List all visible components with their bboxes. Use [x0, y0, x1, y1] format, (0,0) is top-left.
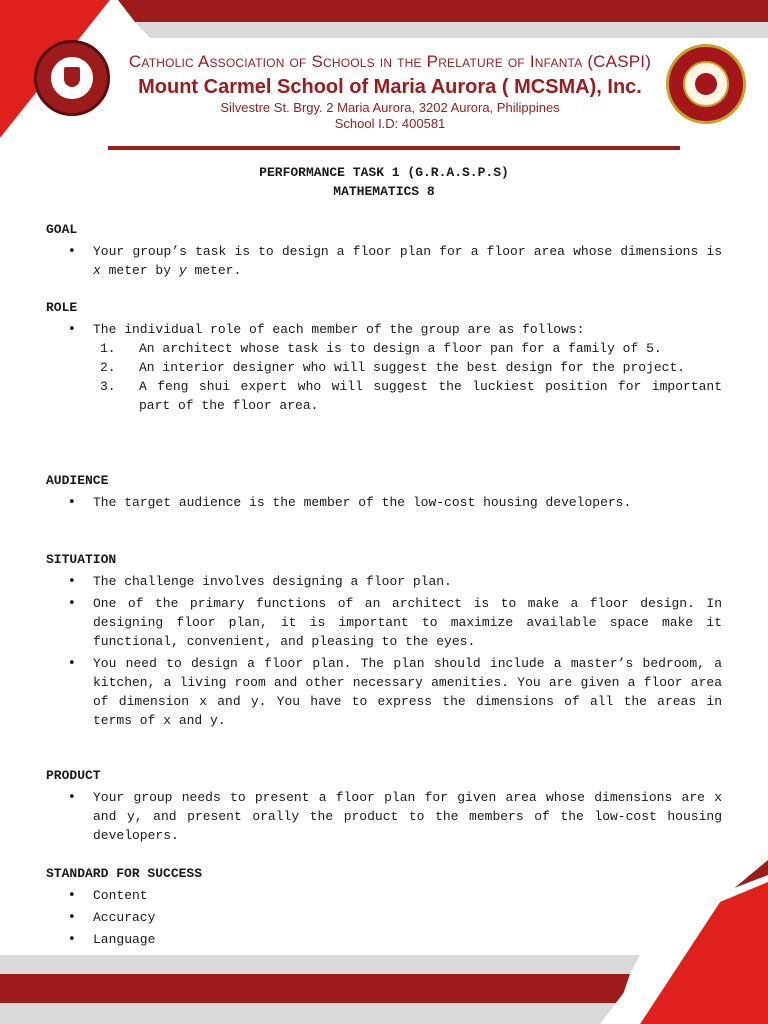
caspi-seal-logo	[34, 40, 110, 116]
school-address: Silvestre St. Brgy. 2 Maria Aurora, 3202 Aurora, Philippines	[220, 100, 560, 115]
standard-bullet: • Language	[46, 930, 722, 949]
role-item: 2. An interior designer who will suggest the best design for the project.	[100, 360, 686, 375]
association-name: Catholic Association of Schools in the Prelature of Infanta (CASPI)	[128, 52, 652, 71]
role-item: 3. A feng shui expert who will suggest the luckiest position for important part of the floor area.	[100, 379, 722, 413]
product-bullet: • Your group needs to present a floor plan for given area whose dimensions are x and y, and present orally the product to the members of the low-cost housing developers.	[46, 788, 722, 845]
role-bullet: • The individual role of each member of the group are as follows: 1. An architect whose task is to design a floor pan for a family of 5. 2. An interior designer who will suggest the best design for the project. 3. A feng shui expert who will suggest the luckiest position for important part of the floor area.	[46, 320, 722, 415]
mcsma-seal-logo	[666, 44, 746, 124]
section-heading: AUDIENCE	[46, 473, 109, 488]
goal-bullet: • Your group’s task is to design a floor plan for a floor area whose dimensions is x meter by y meter.	[46, 242, 722, 280]
role-item: 1. An architect whose task is to design a floor pan for a family of 5.	[100, 341, 662, 356]
section-heading: STANDARD FOR SUCCESS	[46, 866, 203, 881]
situation-bullet: • One of the primary functions of an architect is to make a floor design. In designing floor plan, it is important to maximize available space make it functional, convenient, and pleasing to the eyes.	[46, 594, 722, 651]
situation-section	[46, 550, 722, 733]
letterhead	[0, 0, 768, 160]
goal-section	[46, 220, 722, 283]
section-heading: SITUATION	[46, 552, 117, 567]
section-heading: PRODUCT	[46, 768, 101, 783]
role-section	[46, 298, 722, 418]
standard-bullet: • Content	[46, 886, 722, 905]
document-subject: MATHEMATICS 8	[333, 184, 435, 199]
situation-bullet: • You need to design a floor plan. The plan should include a master’s bedroom, a kitchen, a living room and other necessary amenities. You are given a floor area of dimension x and y. You have to express the dimensions of all the areas in terms of x and y.	[46, 654, 722, 730]
school-id: School I.D: 400581	[334, 116, 446, 131]
product-section	[46, 766, 722, 848]
document-title: PERFORMANCE TASK 1 (G.R.A.S.P.S)	[259, 165, 509, 180]
audience-section	[46, 471, 722, 515]
role-list	[93, 339, 722, 415]
header-divider	[108, 146, 680, 150]
section-heading: GOAL	[46, 222, 78, 237]
school-name: Mount Carmel School of Maria Aurora ( MCSMA), Inc.	[138, 76, 642, 98]
standard-bullet: • Accuracy	[46, 908, 722, 927]
section-heading: ROLE	[46, 300, 78, 315]
footer-decoration	[0, 860, 768, 1024]
situation-bullet: • The challenge involves designing a floor plan.	[46, 572, 722, 591]
audience-bullet: • The target audience is the member of the low-cost housing developers.	[46, 493, 722, 512]
